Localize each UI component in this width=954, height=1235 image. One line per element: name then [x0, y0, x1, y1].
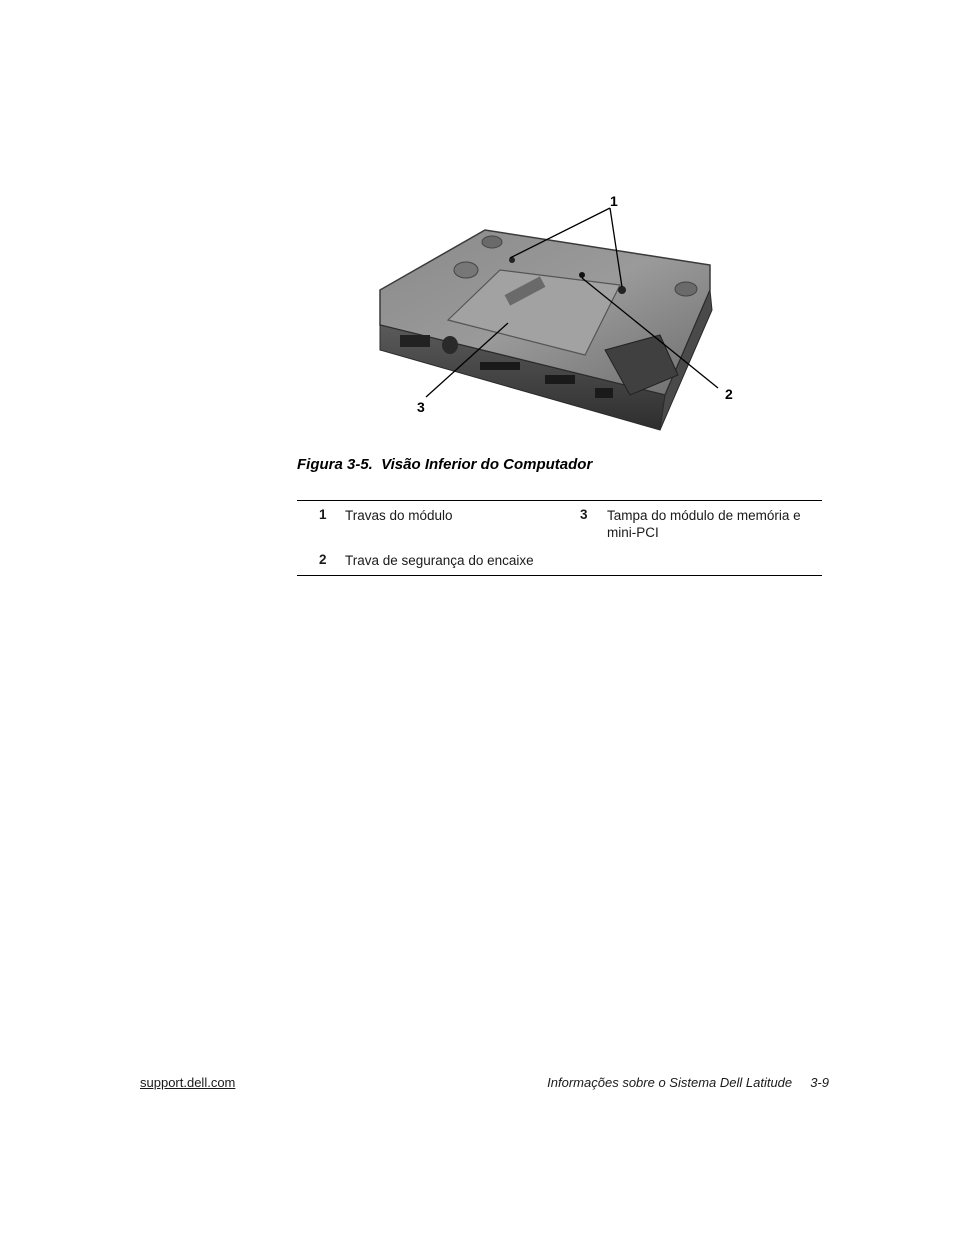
support-link[interactable]: support.dell.com [140, 1075, 236, 1090]
legend-number: 1 [319, 507, 327, 522]
callout-2: 2 [725, 386, 733, 402]
running-footer [547, 1075, 829, 1090]
page-number: 3-9 [810, 1075, 829, 1090]
rubber-foot [454, 262, 478, 278]
rubber-foot [482, 236, 502, 248]
port [480, 362, 520, 370]
footer-section-title: Informações sobre o Sistema Dell Latitude [547, 1075, 793, 1090]
port [400, 335, 430, 347]
bay-security-latch [579, 272, 585, 278]
module-latch [618, 286, 626, 294]
module-latch [509, 257, 515, 263]
legend-text: Travas do módulo [345, 508, 453, 523]
port [442, 336, 458, 354]
legend-text: Trava de segurança do encaixe [345, 553, 534, 568]
callout-1: 1 [610, 193, 618, 209]
rubber-foot [675, 282, 697, 296]
legend-number: 3 [580, 507, 588, 522]
legend-number: 2 [319, 552, 327, 567]
port [545, 375, 575, 384]
figure-legend-table [297, 500, 822, 576]
figure-caption: Figura 3-5. Visão Inferior do Computador [297, 456, 593, 473]
port [595, 388, 613, 398]
legend-text: Tampa do módulo de memória e mini-PCI [607, 508, 801, 540]
computer-bottom-view-figure [360, 190, 760, 440]
callout-3: 3 [417, 399, 425, 415]
